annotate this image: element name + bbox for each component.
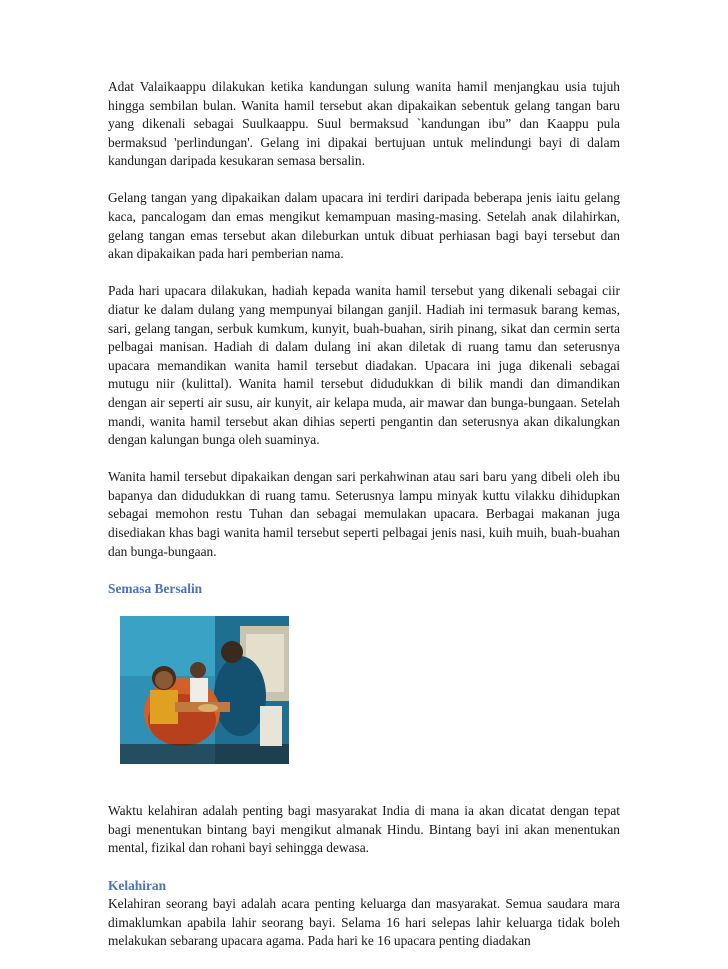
heading-semasa-bersalin: Semasa Bersalin bbox=[108, 580, 203, 596]
ceremony-photo-image bbox=[120, 616, 289, 764]
paragraph-sari-perkahwinan: Wanita hamil tersebut dipakaikan dengan sari perkahwinan atau sari baru yang dibeli oleh ibu bapanya dan didudukkan di ruang tamu. Seterusnya lampu minyak kuttu vilakku dihidupkan sebagai memohon restu Tuhan dan sebagai memulakan upacara. Berbagai makanan juga disediakan khas bagi wanita hamil tersebut seperti pelbagai jenis nasi, kuih muih, buah-buahan dan bunga-bungaan. bbox=[108, 469, 620, 559]
ceremony-photo bbox=[120, 616, 289, 764]
paragraph-waktu-kelahiran: Waktu kelahiran adalah penting bagi masyarakat India di mana ia akan dicatat dengan tepat bagi menentukan bintang bayi mengikut almanak Hindu. Bintang bayi ini akan menentukan mental, fizikal dan rohani bayi sehingga dewasa. bbox=[108, 803, 620, 856]
paragraph-hari-upacara: Pada hari upacara dilakukan, hadiah kepada wanita hamil tersebut yang dikenali sebagai ciir diatur ke dalam dulang yang mempunyai bilangan ganjil. Hadiah ini termasuk barang kemas, sari, gelang tangan, serbuk kumkum, kunyit, buah-buahan, sirih pinang, sikat dan cermin serta pelbagai manisan. Hadiah di dalam dulang ini akan diletak di ruang tamu dan seterusnya upacara memandikan wanita hamil tersebut diadakan. Upacara ini juga dikenali sebagai mutugu niir (kulittal). Wanita hamil tersebut didudukkan di bilik mandi dan dimandikan dengan air seperti air susu, air kunyit, air kelapa muda, air mawar dan bunga-bungaan. Setelah mandi, wanita hamil tersebut akan dihias seperti pengantin dan seterusnya akan dikalungkan dengan kalungan bunga oleh suaminya. bbox=[108, 283, 620, 448]
paragraph-kelahiran: Kelahiran seorang bayi adalah acara penting keluarga dan masyarakat. Semua saudara mara dimaklumkan apabila lahir seorang bayi. Selama 16 hari selepas lahir keluarga tidak boleh melakukan sebarang upacara agama. Pada hari ke 16 upacara penting diadakan bbox=[108, 896, 620, 949]
paragraph-valaikaappu: Adat Valaikaappu dilakukan ketika kandungan sulung wanita hamil menjangkau usia tujuh hingga sembilan bulan. Wanita hamil tersebut akan dipakaikan sebentuk gelang tangan baru yang dikenali sebagai Suulkaappu. Suul bermaksud `kandungan ibu” dan Kaappu pula bermaksud 'perlindungan'. Gelang ini dipakai bertujuan untuk melindungi bayi di dalam kandungan daripada kesukaran semasa bersalin. bbox=[108, 79, 620, 169]
photo-container bbox=[108, 616, 620, 802]
paragraph-gelang-tangan: Gelang tangan yang dipakaikan dalam upacara ini terdiri daripada beberapa jenis iaitu gelang kaca, pancalogam dan emas mengikut kemampuan masing-masing. Setelah anak dilahirkan, gelang tangan emas tersebut akan dileburkan untuk dibuat perhiasan bagi bayi tersebut dan akan dipakaikan pada hari pemberian nama. bbox=[108, 190, 620, 262]
document-body bbox=[108, 78, 620, 969]
heading-kelahiran: Kelahiran bbox=[108, 877, 167, 893]
